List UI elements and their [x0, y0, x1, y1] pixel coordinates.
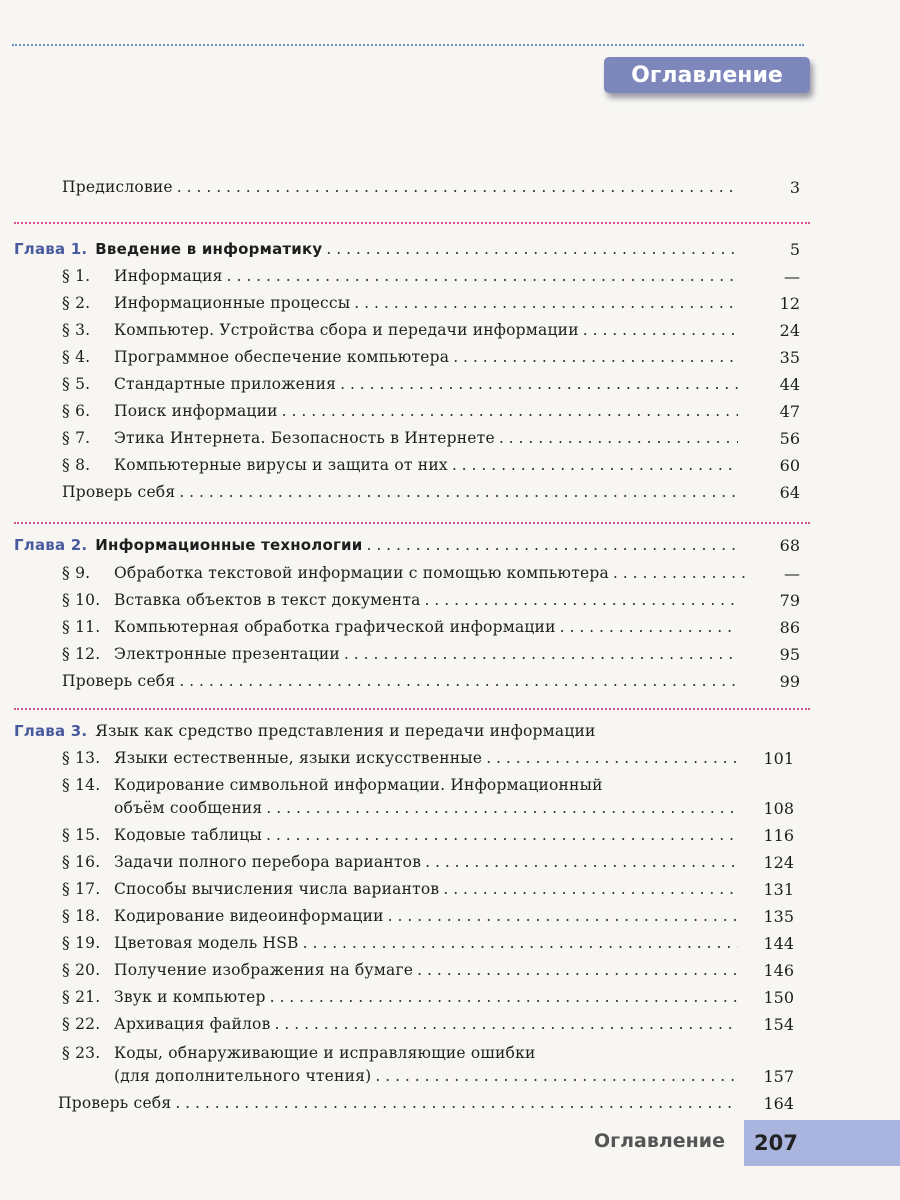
item-title: Программное обеспечение компьютера — [114, 348, 450, 366]
toc-check-yourself[interactable] — [58, 1090, 742, 1116]
item-page: 135 — [763, 907, 794, 926]
item-page: 108 — [763, 799, 794, 818]
chapter-title: Введение в информатику — [95, 240, 323, 258]
chapter-label: Глава 2. — [14, 536, 88, 554]
check-title: Проверь себя — [62, 672, 176, 690]
item-title: Компьютер. Устройства сбора и передачи информации — [114, 321, 579, 339]
toc-item[interactable] — [62, 1011, 742, 1037]
item-title: Коды, обнаруживающие и исправляющие ошибки — [114, 1044, 536, 1062]
chapter-page: 5 — [789, 240, 800, 259]
toc-item[interactable] — [62, 398, 742, 424]
footer-page-number: 207 — [754, 1131, 798, 1155]
toc-item[interactable] — [62, 849, 742, 875]
leader-dots — [425, 853, 738, 871]
item-page: 150 — [763, 988, 794, 1007]
check-title: Проверь себя — [62, 483, 176, 501]
item-page: 131 — [763, 880, 794, 899]
item-title: Архивация файлов — [114, 1015, 271, 1033]
top-dotted-rule — [12, 44, 804, 46]
item-number: § 13. — [62, 749, 101, 767]
item-title: Этика Интернета. Безопасность в Интернете — [114, 429, 495, 447]
item-title: Информационные процессы — [114, 294, 351, 312]
item-number: § 18. — [62, 907, 101, 925]
toc-item[interactable] — [62, 614, 742, 640]
item-title: Компьютерные вирусы и защита от них — [114, 456, 448, 474]
toc-item[interactable] — [62, 587, 742, 613]
item-page: 116 — [763, 826, 794, 845]
item-page: 144 — [763, 934, 794, 953]
item-number: § 14. — [62, 776, 101, 794]
toc-check-yourself[interactable] — [62, 479, 742, 505]
leader-dots — [266, 799, 738, 817]
toc-item[interactable] — [62, 317, 742, 343]
section-separator — [14, 522, 810, 524]
item-number: § 7. — [62, 429, 91, 447]
item-title: Электронные презентации — [114, 645, 340, 663]
toc-item[interactable] — [62, 876, 742, 902]
item-title: Стандартные приложения — [114, 375, 337, 393]
chapter-page: 68 — [779, 536, 800, 555]
toc-preface[interactable] — [62, 174, 742, 200]
section-header-tab — [604, 57, 810, 93]
toc-item-continuation[interactable] — [114, 795, 742, 821]
toc-chapter-1[interactable] — [14, 236, 742, 262]
toc-item[interactable] — [62, 930, 742, 956]
item-page: 79 — [779, 591, 800, 610]
chapter-title: Язык как средство представления и передачи информации — [95, 722, 596, 740]
toc-item[interactable] — [62, 371, 742, 397]
item-title: Звук и компьютер — [114, 988, 266, 1006]
toc-chapter-2[interactable] — [14, 532, 742, 558]
check-title: Проверь себя — [58, 1094, 172, 1112]
toc-item-continuation[interactable] — [114, 1063, 742, 1089]
item-page: 44 — [779, 375, 800, 394]
item-page: 24 — [779, 321, 800, 340]
item-number: § 15. — [62, 826, 101, 844]
item-page: 154 — [763, 1015, 794, 1034]
leader-dots — [452, 456, 738, 474]
leader-dots — [270, 988, 738, 1006]
item-title: Вставка объектов в текст документа — [114, 591, 421, 609]
toc-chapter-3[interactable] — [14, 718, 754, 744]
item-number: § 21. — [62, 988, 101, 1006]
leader-dots — [340, 375, 738, 393]
item-number: § 3. — [62, 321, 91, 339]
check-page: 64 — [779, 483, 800, 502]
leader-dots — [177, 178, 738, 196]
leader-dots — [453, 348, 738, 366]
check-page: 164 — [763, 1094, 794, 1113]
leader-dots — [375, 1067, 738, 1085]
leader-dots — [303, 934, 738, 952]
toc-item[interactable] — [62, 560, 752, 586]
toc-preface-title: Предисловие — [62, 178, 173, 196]
leader-dots — [282, 402, 738, 420]
item-title: Кодирование символьной информации. Информационный — [114, 776, 603, 794]
toc-item[interactable] — [62, 984, 742, 1010]
item-number: § 2. — [62, 294, 91, 312]
item-number: § 22. — [62, 1015, 101, 1033]
toc-item[interactable] — [62, 957, 742, 983]
item-title: Информация — [114, 267, 223, 285]
item-title: Цветовая модель HSB — [114, 934, 299, 952]
item-title-continuation: (для дополнительного чтения) — [114, 1067, 372, 1085]
item-number: § 20. — [62, 961, 101, 979]
toc-item[interactable] — [62, 903, 742, 929]
item-page: 47 — [779, 402, 800, 421]
leader-dots — [227, 267, 738, 285]
leader-dots — [179, 672, 738, 690]
leader-dots — [560, 618, 738, 636]
item-title: Поиск информации — [114, 402, 278, 420]
item-number: § 10. — [62, 591, 101, 609]
item-title: Способы вычисления числа вариантов — [114, 880, 440, 898]
toc-item[interactable] — [62, 263, 742, 289]
item-number: § 12. — [62, 645, 101, 663]
leader-dots — [613, 564, 748, 582]
item-page: 12 — [779, 294, 800, 313]
item-title: Кодовые таблицы — [114, 826, 262, 844]
footer-page-number-box — [744, 1120, 900, 1166]
toc-preface-page: 3 — [789, 178, 800, 197]
chapter-label: Глава 1. — [14, 240, 88, 258]
leader-dots — [499, 429, 738, 447]
item-page: — — [784, 267, 800, 286]
item-page: 146 — [763, 961, 794, 980]
leader-dots — [443, 880, 738, 898]
item-page: 35 — [779, 348, 800, 367]
item-number: § 11. — [62, 618, 101, 636]
item-title: Компьютерная обработка графической информации — [114, 618, 556, 636]
toc-item[interactable] — [62, 822, 742, 848]
toc-item[interactable] — [62, 425, 742, 451]
section-separator — [14, 708, 810, 710]
toc-item[interactable] — [62, 290, 742, 316]
item-page: 60 — [779, 456, 800, 475]
item-title: Кодирование видеоинформации — [114, 907, 384, 925]
item-page: 101 — [763, 749, 794, 768]
item-number: § 6. — [62, 402, 91, 420]
leader-dots — [388, 907, 738, 925]
section-header-title: Оглавление — [631, 62, 783, 88]
item-number: § 16. — [62, 853, 101, 871]
item-number: § 8. — [62, 456, 91, 474]
leader-dots — [266, 826, 738, 844]
item-page: 86 — [779, 618, 800, 637]
leader-dots — [486, 749, 738, 767]
leader-dots — [354, 294, 738, 312]
leader-dots — [175, 1094, 738, 1112]
item-number: § 17. — [62, 880, 101, 898]
leader-dots — [583, 321, 738, 339]
toc-item[interactable] — [62, 344, 742, 370]
toc-item[interactable] — [62, 745, 742, 771]
item-title-continuation: объём сообщения — [114, 799, 263, 817]
item-page: — — [784, 564, 800, 583]
leader-dots — [326, 240, 738, 258]
leader-dots — [425, 591, 738, 609]
item-number: § 9. — [62, 564, 91, 582]
item-number: § 1. — [62, 267, 91, 285]
item-number: § 19. — [62, 934, 101, 952]
check-page: 99 — [779, 672, 800, 691]
chapter-label: Глава 3. — [14, 722, 88, 740]
leader-dots — [344, 645, 738, 663]
item-page: 157 — [763, 1067, 794, 1086]
item-number: § 4. — [62, 348, 91, 366]
item-title: Языки естественные, языки искусственные — [114, 749, 483, 767]
item-page: 124 — [763, 853, 794, 872]
item-number: § 5. — [62, 375, 91, 393]
leader-dots — [275, 1015, 738, 1033]
item-number: § 23. — [62, 1044, 101, 1062]
toc-item[interactable] — [62, 641, 742, 667]
section-separator — [14, 222, 810, 224]
toc-check-yourself[interactable] — [62, 668, 742, 694]
chapter-title: Информационные технологии — [95, 536, 363, 554]
footer-section-label: Оглавление — [594, 1130, 725, 1152]
leader-dots — [417, 961, 738, 979]
item-title: Получение изображения на бумаге — [114, 961, 414, 979]
toc-item[interactable] — [62, 452, 742, 478]
leader-dots — [366, 536, 738, 554]
item-page: 56 — [779, 429, 800, 448]
item-title: Задачи полного перебора вариантов — [114, 853, 422, 871]
item-title: Обработка текстовой информации с помощью компьютера — [114, 564, 609, 582]
item-page: 95 — [779, 645, 800, 664]
leader-dots — [179, 483, 738, 501]
